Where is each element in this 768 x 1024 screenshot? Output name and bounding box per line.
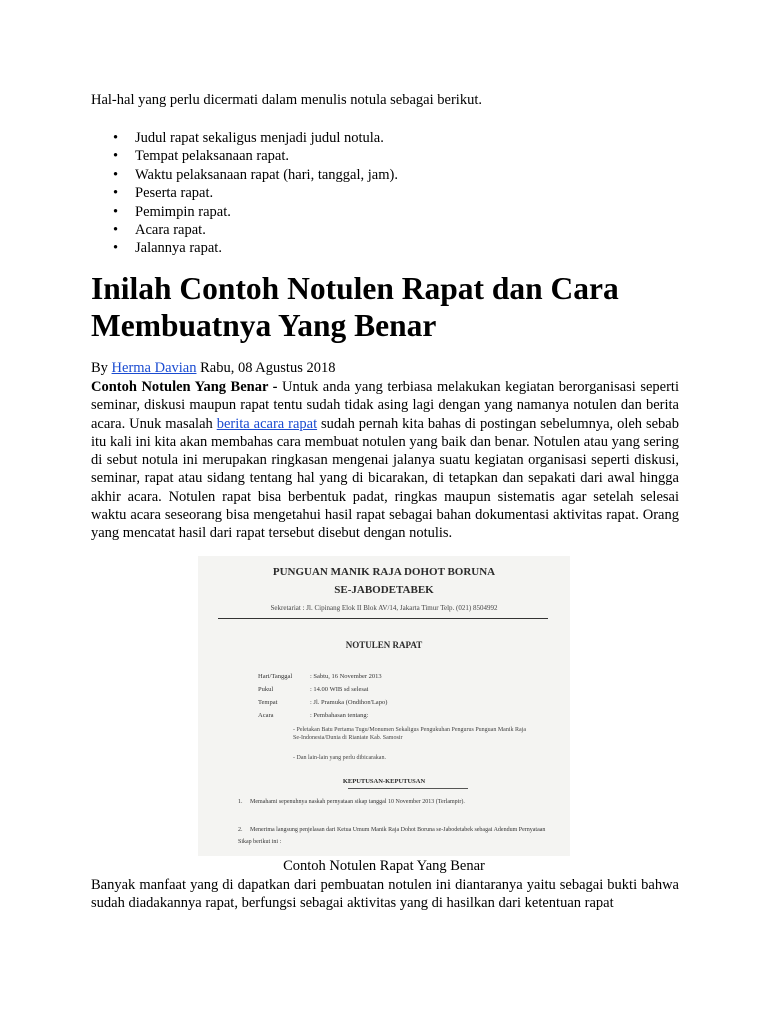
org-region: SE-JABODETABEK: [334, 584, 434, 596]
agenda-item: - Peletakan Batu Pertama Tugu/Monumen Sekaligus Pengukuhan Pengurus Punguan Manik Raja Se-Indonesia/Dunia di Rianiate Kab. Samosir: [293, 727, 526, 741]
field-value: : Jl. Pramuka (Ondihon'Lapo): [310, 699, 388, 706]
heading-underline: [348, 788, 468, 789]
org-name: PUNGUAN MANIK RAJA DOHOT BORUNA: [272, 566, 496, 578]
article-title: Inilah Contoh Notulen Rapat dan Cara Membuatnya Yang Benar: [91, 271, 619, 343]
list-item: • Jalannya rapat.: [91, 239, 398, 257]
field-label: Tempat: [258, 699, 278, 706]
decision-number: 2.: [238, 827, 243, 833]
list-item: • Tempat pelaksanaan rapat.: [91, 147, 398, 165]
field-row: [258, 686, 369, 693]
author-link[interactable]: Herma Davian: [111, 360, 197, 376]
notulen-document-image: [198, 556, 570, 856]
by-prefix: By: [91, 360, 108, 376]
field-value: : Pembahasan tentang:: [310, 712, 369, 719]
field-label: Pukul: [258, 686, 274, 693]
list-item: • Acara rapat.: [91, 221, 398, 239]
intro-text: Hal-hal yang perlu dicermati dalam menulis notula sebagai berikut.: [91, 92, 482, 108]
field-label: Acara: [258, 712, 274, 719]
field-value: : Sabtu, 16 November 2013: [310, 673, 382, 680]
article-paragraph-2: Banyak manfaat yang di dapatkan dari pembuatan notulen ini diantaranya yaitu sebagai bukti bahwa sudah diadakannya rapat, berfungsi sebagai aktivitas yang di hasilkan dari ketentuan rapat: [91, 877, 679, 912]
org-address: Sekretariat : Jl. Cipinang Elok II Blok AV/14, Jakarta Timur Telp. (021) 8504992: [270, 604, 498, 612]
letterhead-rule: [218, 618, 548, 619]
notulen-title: NOTULEN RAPAT: [345, 640, 423, 650]
list-item: • Peserta rapat.: [91, 184, 398, 202]
agenda-item: - Dan lain-lain yang perlu dibicarakan.: [293, 755, 386, 761]
field-row: [258, 673, 382, 680]
decision-number: 1.: [238, 799, 243, 805]
field-value: : 14.00 WIB sd selesai: [310, 686, 369, 693]
decision-item: [238, 824, 548, 848]
berita-acara-link[interactable]: berita acara rapat: [216, 415, 318, 432]
list-item: • Pemimpin rapat.: [91, 203, 398, 221]
notula-points-list: [91, 129, 398, 258]
decision-item: [238, 796, 548, 808]
byline: [91, 360, 335, 377]
figure-caption: Contoh Notulen Rapat Yang Benar: [283, 858, 485, 874]
decision-text: Memahami sepenuhnya naskah pernyataan sikap tanggal 10 November 2013 (Terlampir).: [250, 799, 465, 805]
publish-date: Rabu, 08 Agustus 2018: [200, 360, 336, 376]
list-item: • Judul rapat sekaligus menjadi judul notula.: [91, 129, 398, 147]
decision-text: Menerima langsung penjelasan dari Ketua Umum Manik Raja Dohot Boruna se-Jabodetabek sebagai Adendum Pernyataan Sikap berikut ini :: [238, 827, 546, 845]
list-item: • Waktu pelaksanaan rapat (hari, tanggal, jam).: [91, 166, 398, 184]
decisions-heading: KEPUTUSAN-KEPUTUSAN: [342, 778, 426, 785]
field-row: [258, 712, 368, 719]
field-row: [258, 699, 387, 706]
lead-bold-text: Contoh Notulen Yang Benar -: [91, 379, 278, 395]
paragraph-text: sudah pernah kita bahas di postingan sebelumnya, oleh sebab itu kali ini kita akan membahas cara membuat notulen yang baik dan benar. Notulen atau yang sering di sebut notula ini merupakan ringkasan mengenai jalanya suatu kegiatan organisasi seperti diskusi, seminar, rapat atau sidang tentang hal yang di bicarakan, di tetapkan dan sepakati dari awal hingga akhir acara. Notulen rapat bisa berbentuk padat, ringkas maupun sistematis agar setelah selesai waktu acara seseorang bisa mengetahui hasil rapat sebagai bahan dokumentasi aktivitas rapat. Orang yang mencatat hasil dari rapat tersebut disebut dengan notulis.: [91, 415, 679, 542]
field-label: Hari/Tanggal: [258, 673, 293, 680]
article-paragraph-1: [91, 378, 679, 543]
paragraph-text: Untuk anda yang terbiasa melakukan kegiatan berorganisasi seperti seminar, diskusi maupun rapat tentu sudah tidak asing lagi dengan yang namanya notulen dan berita acara. Unuk masalah: [91, 379, 679, 432]
